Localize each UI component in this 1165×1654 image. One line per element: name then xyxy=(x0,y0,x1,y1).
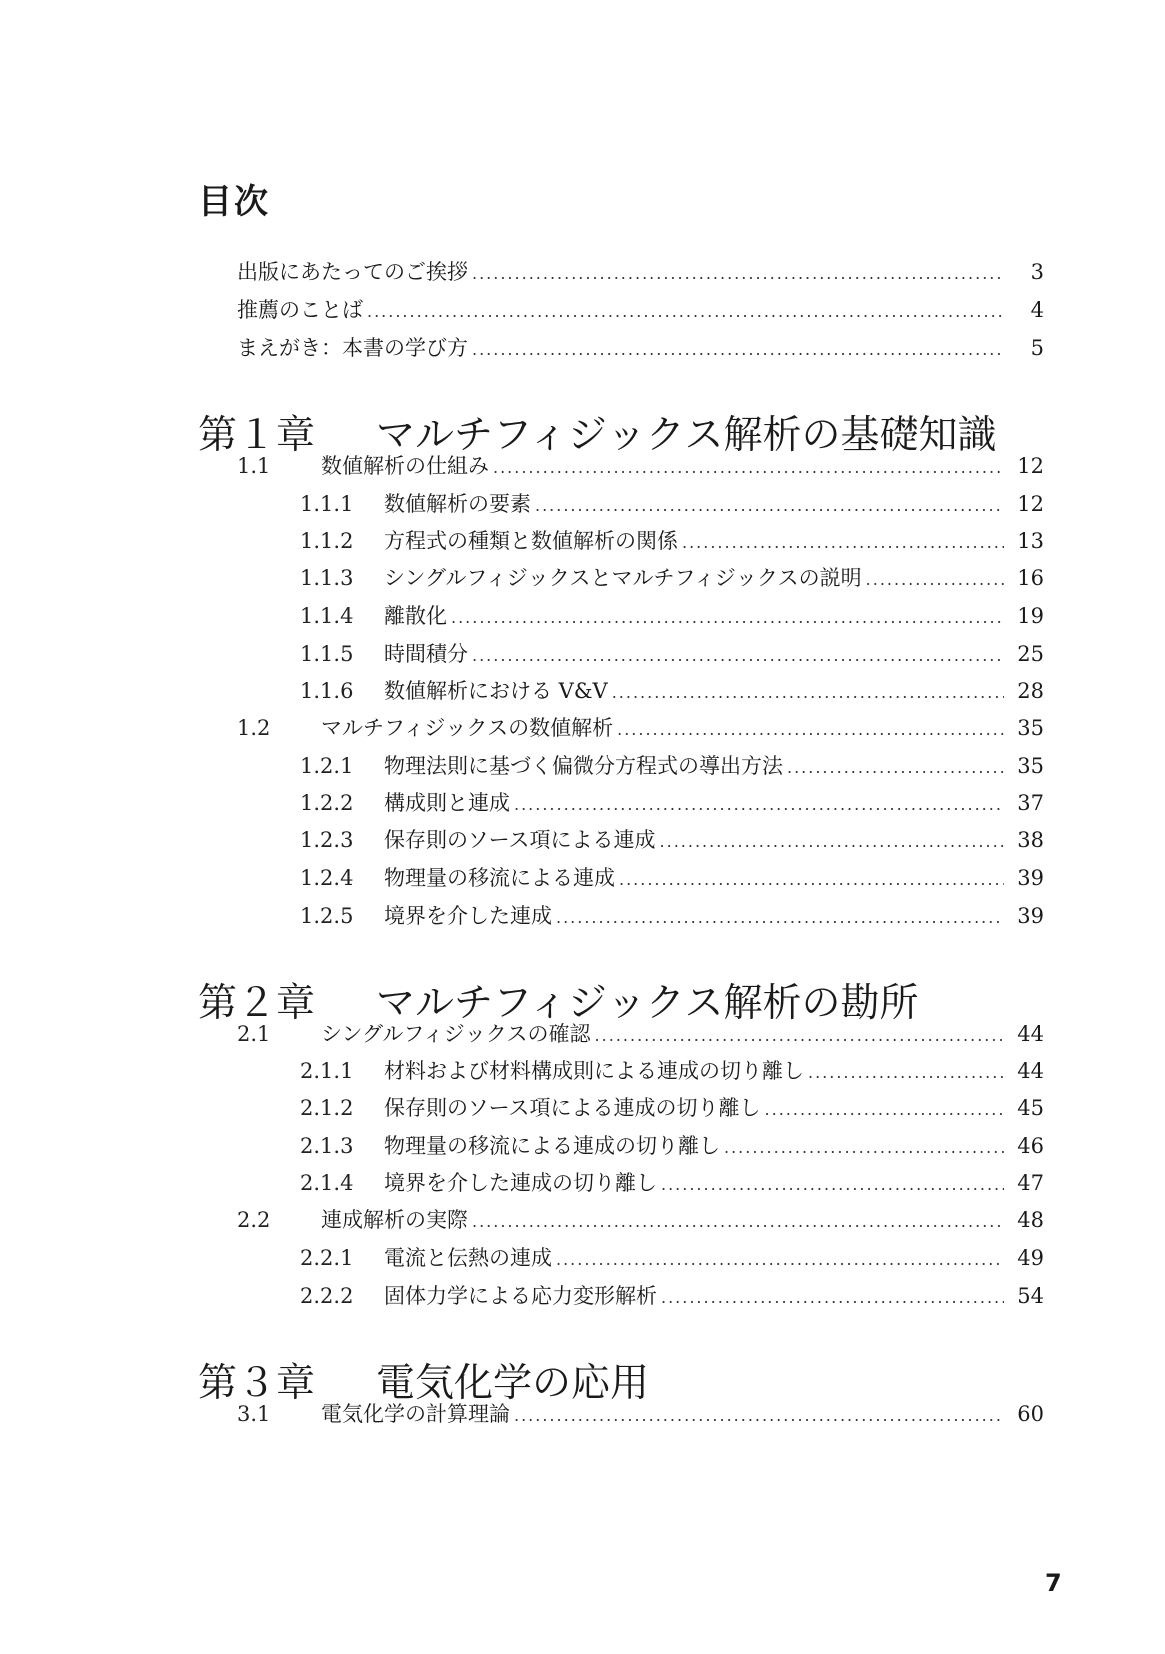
dot-leader xyxy=(472,254,1004,294)
section-number: 1.2.1 xyxy=(300,754,354,778)
toc-entry-page: 37 xyxy=(1017,791,1044,815)
toc-entry-text: 固体力学による応力変形解析 xyxy=(384,1284,657,1308)
dot-leader xyxy=(472,636,1004,676)
toc-entry-page: 13 xyxy=(1017,529,1044,553)
section-number: 1.1.5 xyxy=(300,642,354,666)
dot-leader xyxy=(514,1396,1004,1436)
section-number: 1.2 xyxy=(237,716,271,740)
dot-leader xyxy=(451,598,1004,638)
toc-section-1-1[interactable] xyxy=(237,446,1044,486)
section-number: 1.1 xyxy=(237,454,271,478)
page-title: 目次 xyxy=(198,182,270,222)
section-number: 1.1.3 xyxy=(300,566,354,590)
toc-subsection-1-1-1[interactable] xyxy=(300,484,1044,524)
chapter-title: 電気化学の応用 xyxy=(376,1361,650,1406)
section-number: 2.2.1 xyxy=(300,1246,354,1270)
page-number: 7 xyxy=(1045,1569,1062,1597)
toc-entry-page: 3 xyxy=(1030,260,1044,284)
section-number: 1.2.3 xyxy=(300,828,354,852)
chapter-title: マルチフィジックス解析の基礎知識 xyxy=(376,413,997,458)
toc-subsection-1-2-5[interactable] xyxy=(300,896,1044,936)
chapter-label: 第１章 xyxy=(198,413,316,458)
toc-entry-page: 44 xyxy=(1017,1022,1044,1046)
section-number: 1.2.4 xyxy=(300,866,354,890)
toc-entry-text: 電流と伝熱の連成 xyxy=(384,1246,552,1270)
section-number: 1.1.6 xyxy=(300,679,354,703)
toc-entry-page: 12 xyxy=(1017,492,1044,516)
dot-leader xyxy=(556,898,1004,938)
section-number: 2.1 xyxy=(237,1022,271,1046)
chapter-title: マルチフィジックス解析の勘所 xyxy=(376,981,919,1026)
dot-leader xyxy=(535,486,1004,526)
toc-subsection-2-1-3[interactable] xyxy=(300,1126,1044,1166)
toc-subsection-1-1-4[interactable] xyxy=(300,596,1044,636)
toc-subsection-2-2-2[interactable] xyxy=(300,1276,1044,1316)
section-number: 2.1.2 xyxy=(300,1096,354,1120)
toc-entry-page: 5 xyxy=(1030,336,1044,360)
toc-entry-page: 4 xyxy=(1030,298,1044,322)
dot-leader xyxy=(367,292,1004,332)
toc-subsection-2-1-1[interactable] xyxy=(300,1051,1044,1091)
toc-entry-text: 物理法則に基づく偏微分方程式の導出方法 xyxy=(384,754,783,778)
toc-entry-text: 材料および材料構成則による連成の切り離し xyxy=(384,1059,804,1083)
toc-section-1-2[interactable] xyxy=(237,708,1044,748)
toc-entry-text: 構成則と連成 xyxy=(384,791,510,815)
toc-entry-page: 39 xyxy=(1017,904,1044,928)
toc-entry-page: 44 xyxy=(1017,1059,1044,1083)
dot-leader xyxy=(661,1165,1004,1205)
dot-leader xyxy=(866,560,1004,600)
toc-entry-text: マルチフィジックスの数値解析 xyxy=(321,716,614,740)
toc-entry-text: 推薦のことば xyxy=(237,298,363,322)
toc-entry-text: 保存則のソース項による連成の切り離し xyxy=(384,1096,761,1120)
toc-entry-text: 電気化学の計算理論 xyxy=(321,1402,510,1426)
section-number: 2.1.1 xyxy=(300,1059,354,1083)
toc-entry-page: 46 xyxy=(1017,1134,1044,1158)
section-number: 2.1.3 xyxy=(300,1134,354,1158)
toc-entry-page: 38 xyxy=(1017,828,1044,852)
toc-entry-page: 35 xyxy=(1017,754,1044,778)
chapter-label: 第３章 xyxy=(198,1361,316,1406)
toc-entry-page: 25 xyxy=(1017,642,1044,666)
toc-entry-text: 出版にあたってのご挨拶 xyxy=(237,260,468,284)
toc-subsection-2-1-2[interactable] xyxy=(300,1088,1044,1128)
toc-entry-text: 境界を介した連成の切り離し xyxy=(384,1171,657,1195)
toc-subsection-1-2-3[interactable] xyxy=(300,820,1044,860)
toc-subsection-2-1-4[interactable] xyxy=(300,1163,1044,1203)
toc-entry-page: 35 xyxy=(1017,716,1044,740)
toc-entry-page: 28 xyxy=(1017,679,1044,703)
dot-leader xyxy=(619,860,1004,900)
toc-entry-page: 45 xyxy=(1017,1096,1044,1120)
toc-entry-text: 連成解析の実際 xyxy=(321,1208,468,1232)
dot-leader xyxy=(595,1016,1004,1056)
toc-entry-page: 19 xyxy=(1017,604,1044,628)
toc-entry-text: 数値解析における V&V xyxy=(384,679,608,703)
toc-entry-text: 境界を介した連成 xyxy=(384,904,552,928)
toc-subsection-1-2-1[interactable] xyxy=(300,746,1044,786)
dot-leader xyxy=(787,748,1004,788)
toc-section-3-1[interactable] xyxy=(237,1394,1044,1434)
toc-entry-page: 60 xyxy=(1017,1402,1044,1426)
section-number: 1.1.1 xyxy=(300,492,354,516)
dot-leader xyxy=(765,1090,1004,1130)
toc-entry-text: 方程式の種類と数値解析の関係 xyxy=(384,529,678,553)
dot-leader xyxy=(808,1053,1004,1093)
section-number: 1.1.2 xyxy=(300,529,354,553)
toc-entry-text: 物理量の移流による連成の切り離し xyxy=(384,1134,720,1158)
dot-leader xyxy=(556,1240,1004,1280)
toc-entry-page: 49 xyxy=(1017,1246,1044,1270)
toc-entry-text: 保存則のソース項による連成 xyxy=(384,828,656,852)
toc-entry-text: 数値解析の仕組み xyxy=(321,454,489,478)
section-number: 1.2.2 xyxy=(300,791,354,815)
section-number: 1.1.4 xyxy=(300,604,354,628)
dot-leader xyxy=(514,785,1004,825)
dot-leader xyxy=(617,710,1004,750)
toc-entry-preface[interactable] xyxy=(237,328,1044,368)
toc-subsection-1-2-2[interactable] xyxy=(300,783,1044,823)
toc-section-2-1[interactable] xyxy=(237,1014,1044,1054)
toc-entry-text: シングルフィジックスの確認 xyxy=(321,1022,591,1046)
toc-subsection-1-1-5[interactable] xyxy=(300,634,1044,674)
toc-entry-page: 12 xyxy=(1017,454,1044,478)
toc-entry-page: 47 xyxy=(1017,1171,1044,1195)
dot-leader xyxy=(493,448,1004,488)
toc-entry-greeting[interactable] xyxy=(237,252,1044,292)
toc-entry-text: 物理量の移流による連成 xyxy=(384,866,615,890)
toc-entry-text: 離散化 xyxy=(384,604,447,628)
dot-leader xyxy=(724,1128,1004,1168)
toc-entry-text: シングルフィジックスとマルチフィジックスの説明 xyxy=(384,566,862,590)
toc-section-2-2[interactable] xyxy=(237,1200,1044,1240)
toc-subsection-1-2-4[interactable] xyxy=(300,858,1044,898)
toc-subsection-1-1-6[interactable] xyxy=(300,671,1044,711)
dot-leader xyxy=(612,673,1004,713)
toc-entry-page: 48 xyxy=(1017,1208,1044,1232)
section-number: 1.2.5 xyxy=(300,904,354,928)
toc-entry-recommendation[interactable] xyxy=(237,290,1044,330)
section-number: 2.2.2 xyxy=(300,1284,354,1308)
dot-leader xyxy=(660,822,1004,862)
dot-leader xyxy=(682,523,1004,563)
toc-subsection-2-2-1[interactable] xyxy=(300,1238,1044,1278)
toc-subsection-1-1-2[interactable] xyxy=(300,521,1044,561)
toc-entry-page: 39 xyxy=(1017,866,1044,890)
toc-subsection-1-1-3[interactable] xyxy=(300,558,1044,598)
chapter-label: 第２章 xyxy=(198,981,316,1026)
section-number: 2.1.4 xyxy=(300,1171,354,1195)
section-number: 3.1 xyxy=(237,1402,271,1426)
dot-leader xyxy=(472,1202,1004,1242)
section-number: 2.2 xyxy=(237,1208,271,1232)
toc-entry-page: 16 xyxy=(1017,566,1044,590)
toc-entry-text: 時間積分 xyxy=(384,642,468,666)
toc-entry-text: まえがき：本書の学び方 xyxy=(237,336,468,360)
toc-entry-page: 54 xyxy=(1017,1284,1044,1308)
toc-entry-text: 数値解析の要素 xyxy=(384,492,531,516)
dot-leader xyxy=(661,1278,1004,1318)
dot-leader xyxy=(472,330,1004,370)
